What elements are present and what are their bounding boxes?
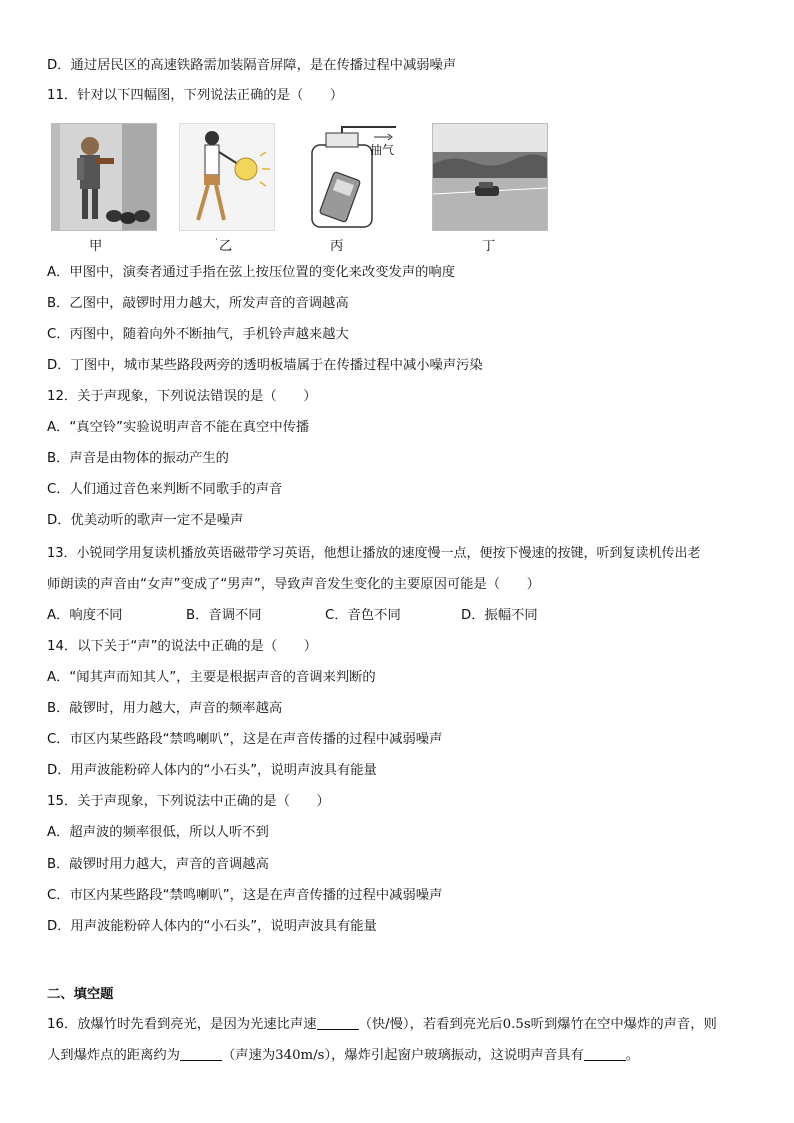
q14-option-c: C．市区内某些路段“禁鸣喇叭”，这是在声音传播的过程中减弱噪声 [47, 732, 443, 747]
q11-option-c: C．丙图中，随着向外不断抽气，手机铃声越来越大 [47, 327, 349, 342]
q15-option-a: A．超声波的频率很低，所以人听不到 [47, 825, 269, 840]
figure-bing-caption: 丙 [330, 239, 344, 254]
q11-option-b: B．乙图中，敲锣时用力越大，所发声音的音调越高 [47, 296, 349, 311]
q16-blank-1[interactable] [317, 1016, 359, 1030]
pump-label: 抽气 [370, 143, 395, 157]
q16-text-5: （声速为 [221, 1048, 276, 1063]
q11-option-a: A．甲图中，演奏者通过手指在弦上按压位置的变化来改变发声的响度 [47, 265, 456, 280]
q14-stem: 14．以下关于“声”的说法中正确的是（ ） [47, 639, 318, 654]
q11-stem: 11．针对以下四幅图，下列说法正确的是（ ） [47, 88, 344, 103]
q16-text-2: （快/慢），若看到亮光后 [358, 1017, 503, 1032]
q15-option-d: D．用声波能粉碎人体内的“小石头”，说明声波具有能量 [47, 919, 377, 934]
q16-text-4: 人到爆炸点的距离约为 [47, 1048, 180, 1063]
q16-line1 [47, 1016, 717, 1034]
q14-option-b: B．敲锣时，用力越大，声音的频率越高 [47, 701, 283, 716]
q13-option-d: D．振幅不同 [461, 608, 538, 623]
figure-yi-caption [214, 235, 232, 254]
q16-text-7: 。 [625, 1048, 640, 1063]
q15-option-c: C．市区内某些路段“禁鸣喇叭”，这是在声音传播的过程中减弱噪声 [47, 888, 443, 903]
q12-option-d: D．优美动听的歌声一定不是噪声 [47, 513, 244, 528]
q16-blank-3[interactable] [584, 1047, 626, 1061]
q12-option-a: A．“真空铃”实验说明声音不能在真空中传播 [47, 420, 310, 435]
q13-stem-line2: 师朗读的声音由“女声”变成了“男声”，导致声音发生变化的主要原因可能是（ ） [47, 577, 540, 592]
q12-option-b: B．声音是由物体的振动产生的 [47, 451, 229, 466]
q12-option-c: C．人们通过音色来判断不同歌手的声音 [47, 482, 283, 497]
figure-yi-mark: ˙ [214, 238, 219, 249]
figure-bing-jar [304, 123, 404, 229]
figure-ding-caption: 丁 [482, 239, 496, 254]
q11-option-d: D．丁图中，城市某些路段两旁的透明板墙属于在传播过程中减小噪声污染 [47, 358, 483, 373]
q13-option-b: B．音调不同 [186, 608, 262, 623]
q13-option-a: A．响度不同 [47, 608, 123, 623]
q16-text-6: ），爆炸引起窗户玻璃振动，这说明声音具有 [324, 1048, 584, 1063]
q14-option-d: D．用声波能粉碎人体内的“小石头”，说明声波具有能量 [47, 763, 377, 778]
q15-option-b: B．敲锣时用力越大，声音的音调越高 [47, 857, 269, 872]
q16-time: 0.5s [502, 1017, 531, 1032]
q15-stem: 15．关于声现象，下列说法中正确的是（ ） [47, 794, 330, 809]
q16-sound-speed: 340m/s [275, 1048, 325, 1063]
figure-jia-performer [51, 123, 157, 231]
q16-text-3: 听到爆竹在空中爆炸的声音，则 [530, 1017, 717, 1032]
q13-stem-line1: 13．小锐同学用复读机播放英语磁带学习英语，他想让播放的速度慢一点，便按下慢速的按键，听到复读机传出老 [47, 546, 701, 561]
q12-stem: 12．关于声现象，下列说法错误的是（ ） [47, 389, 317, 404]
q14-option-a: A．“闻其声而知其人”，主要是根据声音的音调来判断的 [47, 670, 376, 685]
q16-blank-2[interactable] [180, 1047, 222, 1061]
figure-jia-caption: 甲 [89, 239, 103, 254]
q13-option-c: C．音色不同 [325, 608, 401, 623]
q16-line2 [47, 1047, 639, 1065]
q10-option-d: D．通过居民区的高速铁路需加装隔音屏障，是在传播过程中减弱噪声 [47, 58, 457, 73]
figure-yi-gong [179, 123, 275, 231]
section-title-fill-in: 二、填空题 [47, 987, 114, 1002]
q13-options [47, 607, 747, 625]
figure-ding-road [432, 123, 548, 231]
figure-yi-label: 乙 [219, 239, 233, 254]
q16-text-1: 16．放爆竹时先看到亮光，是因为光速比声速 [47, 1017, 317, 1032]
